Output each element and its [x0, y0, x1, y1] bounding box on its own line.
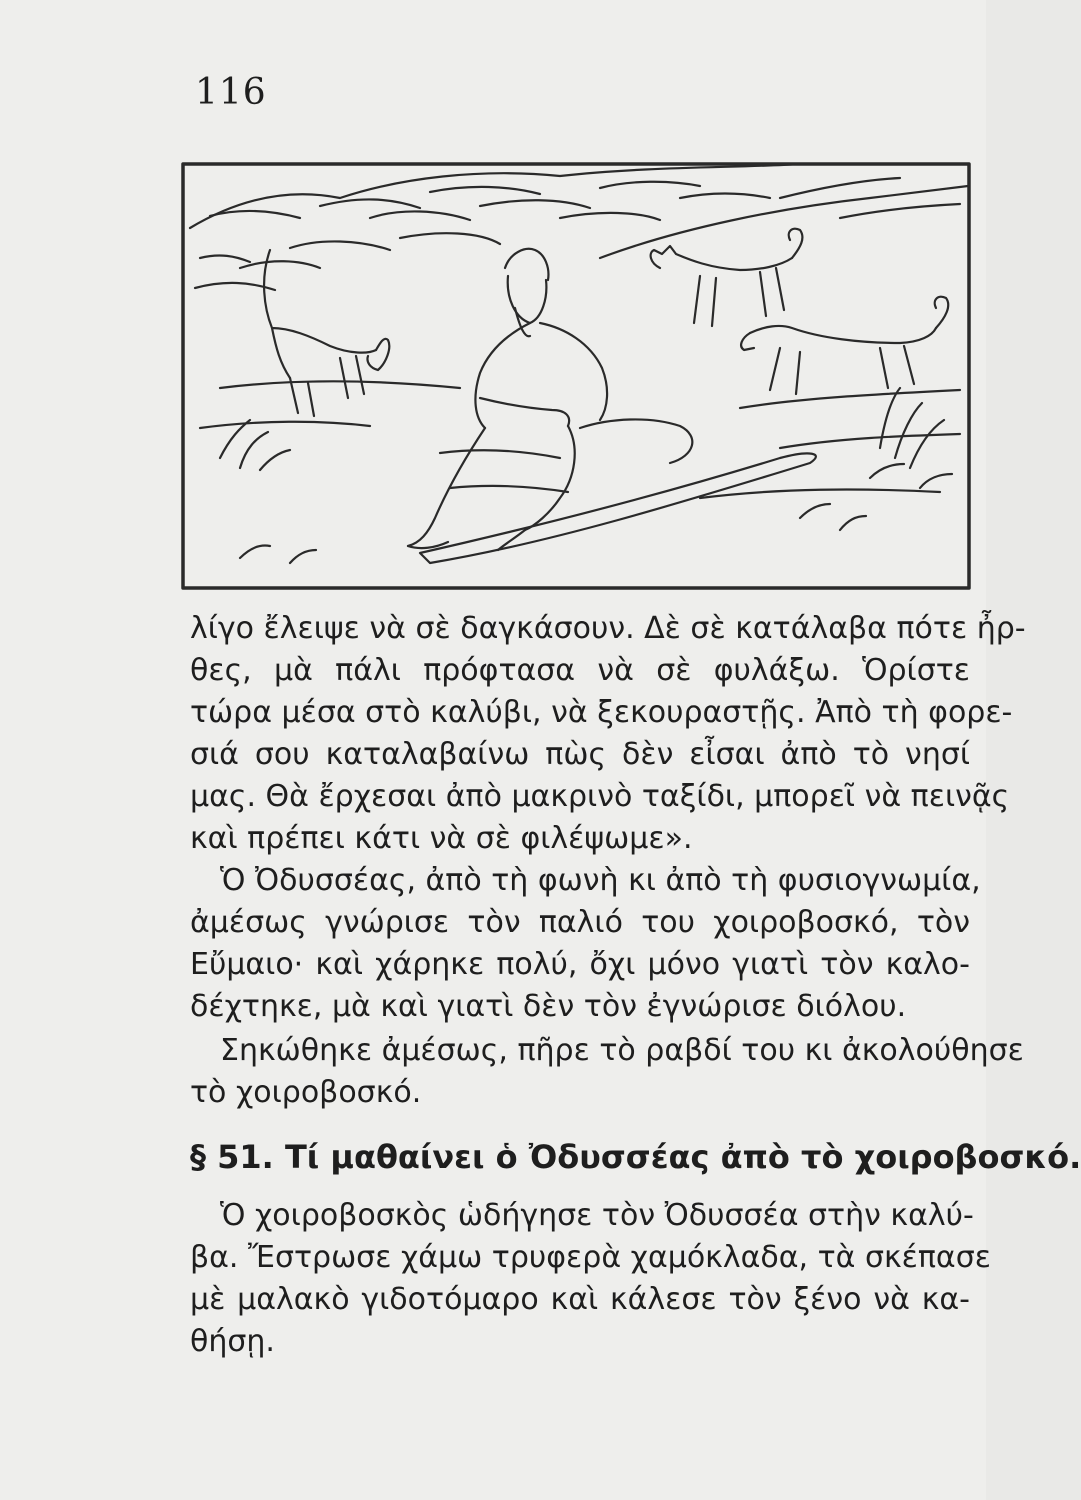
page-number: 116 [195, 72, 267, 113]
text-line: Εὔμαιο· καὶ χάρηκε πολύ, ὄχι μόνο γιατὶ τὸν καλο- [190, 947, 970, 982]
text-line: μὲ μαλακὸ γιδοτόμαρο καὶ κάλεσε τὸν ξένο νὰ κα- [190, 1282, 970, 1317]
section-paragraph [190, 1195, 991, 1363]
text-line: Σηκώθηκε ἀμέσως, πῆρε τὸ ραβδί του κι ἀκολούθησε [220, 1033, 1024, 1068]
text-line: θες, μὰ πάλι πρόφτασα νὰ σὲ φυλάξω. Ὁρίστε [190, 653, 970, 688]
text-line: σιά σου καταλαβαίνω πὼς δὲν εἶσαι ἀπὸ τὸ νησί [190, 737, 970, 772]
text-line: μας. Θὰ ἔρχεσαι ἀπὸ μακρινὸ ταξίδι, μπορεῖ νὰ πεινᾷς [190, 779, 1010, 814]
text-line: θήσῃ. [190, 1324, 275, 1359]
paragraph-1 [190, 608, 1026, 860]
paragraph-2 [190, 860, 981, 1028]
text-line: καὶ πρέπει κάτι νὰ σὲ φιλέψωμε». [190, 821, 693, 856]
text-line: βα. Ἔστρωσε χάμω τρυφερὰ χαμόκλαδα, τὰ σκέπασε [190, 1240, 991, 1275]
text-line: λίγο ἔλειψε νὰ σὲ δαγκάσουν. Δὲ σὲ κατάλαβα πότε ἦρ- [190, 611, 1026, 646]
paragraph-3 [190, 1030, 1024, 1114]
text-line: Ὁ χοιροβοσκὸς ὡδήγησε τὸν Ὀδυσσέα στὴν καλύ- [220, 1198, 974, 1233]
odysseus-with-dogs-illustration [180, 158, 975, 593]
text-line: ἀμέσως γνώρισε τὸν παλιό του χοιροβοσκό, τὸν [190, 905, 970, 940]
text-line: τώρα μέσα στὸ καλύβι, νὰ ξεκουραστῇς. Ἀπὸ τὴ φορε- [190, 695, 1013, 730]
text-line: Ὁ Ὀδυσσέας, ἀπὸ τὴ φωνὴ κι ἀπὸ τὴ φυσιογνωμία, [220, 863, 981, 898]
text-line: τὸ χοιροβοσκό. [190, 1075, 422, 1110]
section-heading: § 51. Τί μαθαίνει ὁ Ὀδυσσέας ἀπὸ τὸ χοιροβοσκό. [190, 1138, 1081, 1176]
text-line: δέχτηκε, μὰ καὶ γιατὶ δὲν τὸν ἐγνώρισε διόλου. [190, 989, 907, 1024]
